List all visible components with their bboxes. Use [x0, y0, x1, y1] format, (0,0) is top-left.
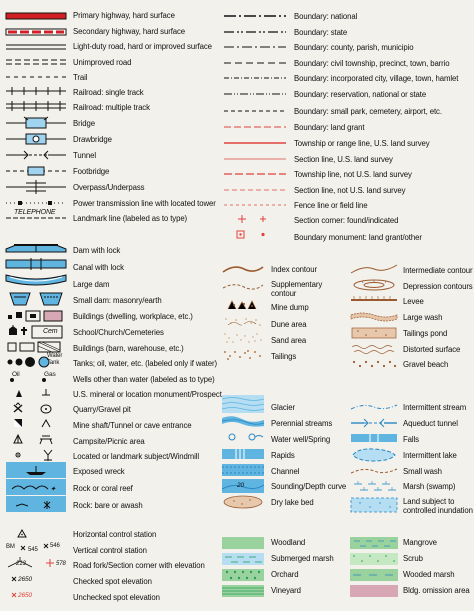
township-line-nonus-symbol: [224, 171, 286, 177]
vegetation-right-label-2: Wooded marsh: [403, 570, 455, 579]
control-label-0: Horizontal control station: [73, 530, 157, 539]
water-label-6: Dry lake bed: [271, 498, 314, 507]
aqueduct-tunnel-symbol: [350, 417, 398, 429]
intermediate-contour-symbol: [350, 263, 398, 275]
water-right-label-0: Intermittent stream: [403, 403, 467, 412]
boundary-label-3: Boundary: civil township, precinct, town, barrio: [294, 59, 450, 68]
water-right-label-4: Small wash: [403, 467, 442, 476]
bare-rock-symbol: [6, 496, 66, 512]
structure-label-6: Buildings (barn, warehouse, etc.): [73, 344, 184, 353]
structure-label-11: Mine shaft/Tunnel or cave entrance: [73, 421, 192, 430]
boundary-label-11: Section line, not U.S. land survey: [294, 186, 406, 195]
large-wash-symbol: [350, 311, 398, 323]
water-label-5: Sounding/Depth curve: [271, 482, 347, 491]
contour-label-0: Index contour: [271, 265, 317, 274]
boundary-label-5: Boundary: reservation, national or state: [294, 90, 427, 99]
horizontal-control-symbol: [6, 528, 66, 538]
index-contour-symbol: [222, 264, 264, 274]
road-label-13: Landmark line (labeled as to type): [73, 214, 188, 223]
boundary-state-symbol: [224, 29, 286, 35]
intermittent-stream-symbol: [350, 401, 398, 413]
light-duty-road-symbol: [6, 43, 66, 51]
structure-label-12: Campsite/Picnic area: [73, 437, 145, 446]
quarry-symbol: [6, 402, 66, 414]
boundary-label-2: Boundary: county, parish, municipio: [294, 43, 414, 52]
checked-elevation-symbol: [6, 574, 66, 584]
orchard-symbol: [222, 569, 264, 581]
vcs-value: 546: [50, 543, 60, 549]
boundary-monument-symbol: [224, 230, 286, 240]
road-label-5: Railroad: single track: [73, 88, 144, 97]
contour-right-label-2: Levee: [403, 297, 424, 306]
sounding-value: 20: [237, 482, 245, 489]
bm-text: BM: [6, 544, 15, 550]
structure-label-10: Quarry/Gravel pit: [73, 405, 131, 414]
boundary-label-8: Township or range line, U.S. land survey: [294, 139, 430, 148]
boundary-label-14: Boundary monument: land grant/other: [294, 233, 422, 242]
gravel-beach-symbol: [350, 358, 398, 370]
unimproved-road-symbol: [6, 58, 66, 66]
contour-label-1: Supplementary contour: [271, 280, 323, 298]
vegetation-right-label-3: Bldg. omission area: [403, 586, 470, 595]
bldg-omission-symbol: [350, 585, 398, 597]
small-wash-symbol: [350, 465, 398, 477]
monument-symbol: [6, 387, 66, 399]
control-label-1: Vertical control station: [73, 546, 147, 555]
cem-text: Cem: [43, 328, 58, 335]
fence-line-symbol: [224, 202, 286, 208]
structure-label-5: School/Church/Cemeteries: [73, 328, 164, 337]
railroad-single-symbol: [6, 86, 66, 96]
wooded-marsh-symbol: [350, 569, 398, 581]
trail-symbol: [6, 73, 66, 81]
structure-label-16: Rock: bare or awash: [73, 501, 143, 510]
power-line-symbol: [6, 199, 66, 207]
controlled-inundation-symbol: [350, 497, 398, 513]
boundary-label-12: Fence line or field line: [294, 201, 368, 210]
water-label-4: Channel: [271, 467, 300, 476]
water-label-0: Glacier: [271, 403, 295, 412]
water-label-3: Rapids: [271, 451, 295, 460]
road-label-0: Primary highway, hard surface: [73, 11, 175, 20]
unchecked-elevation-symbol: [6, 590, 66, 600]
sand-area-symbol: [222, 332, 264, 344]
woodland-symbol: [222, 537, 264, 549]
telephone-text: TELEPHONE: [14, 209, 56, 216]
small-dam-symbol: [6, 291, 66, 307]
structure-label-4: Buildings (dwelling, workplace, etc.): [73, 312, 193, 321]
mine-dump-symbol: [222, 299, 264, 311]
boundary-label-1: Boundary: state: [294, 28, 348, 37]
boundary-label-10: Township line, not U.S. land survey: [294, 170, 412, 179]
township-line-symbol: [224, 140, 286, 146]
water-right-label-6: Land subject to controlled inundation: [403, 497, 473, 515]
contour-right-label-1: Depression contours: [403, 282, 473, 291]
campsite-symbol: [6, 433, 66, 445]
boundary-national-symbol: [224, 13, 286, 19]
structure-label-13: Located or landmark subject/Windmill: [73, 452, 199, 461]
contour-right-label-0: Intermediate contour: [403, 266, 473, 275]
road-label-3: Unimproved road: [73, 58, 132, 67]
depression-contours-symbol: [350, 278, 398, 292]
control-label-4: Unchecked spot elevation: [73, 593, 160, 602]
road-label-4: Trail: [73, 73, 88, 82]
section-line-symbol: [224, 156, 286, 162]
section-line-nonus-symbol: [224, 187, 286, 193]
water-well-symbol: [222, 431, 264, 443]
water-right-label-5: Marsh (swamp): [403, 482, 456, 491]
primary-highway-symbol: [6, 12, 66, 20]
canal-lock-symbol: [6, 258, 66, 270]
perennial-streams-symbol: [222, 414, 264, 428]
scrub-symbol: [350, 553, 398, 565]
contour-right-label-6: Gravel beach: [403, 360, 449, 369]
dune-area-symbol: [222, 316, 264, 328]
road-label-9: Tunnel: [73, 151, 96, 160]
tailings-symbol: [222, 349, 264, 361]
boundary-label-9: Section line, U.S. land survey: [294, 155, 393, 164]
boundary-township-symbol: [224, 60, 286, 66]
road-label-6: Railroad: multiple track: [73, 103, 150, 112]
vegetation-right-label-0: Mangrove: [403, 538, 437, 547]
boundary-label-7: Boundary: land grant: [294, 123, 365, 132]
road-label-7: Bridge: [73, 119, 95, 128]
supplementary-contour-symbol: [222, 282, 264, 292]
vegetation-right-label-1: Scrub: [403, 554, 423, 563]
coral-reef-symbol: [6, 479, 66, 495]
contour-label-3: Dune area: [271, 320, 307, 329]
secondary-highway-symbol: [6, 28, 66, 36]
gas-text: Gas: [44, 371, 56, 378]
boundary-label-13: Section corner: found/indicated: [294, 216, 399, 225]
footbridge-symbol: [6, 165, 66, 177]
water-tank-text: Water Tank: [47, 353, 63, 366]
structure-label-0: Dam with lock: [73, 246, 121, 255]
dry-lake-symbol: [222, 495, 264, 509]
vineyard-symbol: [222, 585, 264, 597]
landmark-subject-symbol: [6, 448, 66, 462]
structure-label-2: Large dam: [73, 280, 110, 289]
vegetation-left-label-2: Orchard: [271, 570, 299, 579]
railroad-multiple-symbol: [6, 101, 66, 111]
vegetation-left-label-1: Submerged marsh: [271, 554, 334, 563]
water-label-1: Perennial streams: [271, 419, 333, 428]
contour-label-2: Mine dump: [271, 303, 309, 312]
bridge-symbol: [6, 117, 66, 129]
boundary-label-6: Boundary: small park, cemetery, airport, etc.: [294, 107, 442, 116]
dam-lock-symbol: [6, 241, 66, 253]
buildings-dwelling-symbol: [6, 309, 66, 323]
structure-label-15: Rock or coral reef: [73, 484, 133, 493]
control-label-2: Road fork/Section corner with elevation: [73, 561, 205, 570]
water-right-label-2: Falls: [403, 435, 419, 444]
boundary-land-grant-symbol: [224, 124, 286, 130]
control-label-3: Checked spot elevation: [73, 577, 152, 586]
contour-right-label-3: Large wash: [403, 313, 443, 322]
mangrove-symbol: [350, 537, 398, 549]
vegetation-left-label-3: Vineyard: [271, 586, 301, 595]
structure-label-3: Small dam: masonry/earth: [73, 296, 162, 305]
channel-symbol: [222, 463, 264, 477]
boundary-reservation-symbol: [224, 91, 286, 97]
mine-shaft-symbol: [6, 417, 66, 429]
vegetation-left-label-0: Woodland: [271, 538, 306, 547]
contour-label-4: Sand area: [271, 336, 307, 345]
water-right-label-3: Intermittent lake: [403, 451, 457, 460]
unchecked-value: 2650: [18, 592, 33, 599]
marsh-symbol: [350, 480, 398, 494]
oil-text: Oil: [12, 371, 20, 378]
tailings-pond-symbol: [350, 327, 398, 339]
svg-text:✦: ✦: [50, 486, 56, 493]
tunnel-symbol: [6, 150, 66, 160]
road-label-12: Power transmission line with located tower: [73, 199, 216, 208]
boundary-park-symbol: [224, 108, 286, 114]
structure-label-7: Tanks; oil, water, etc. (labeled only if water): [73, 359, 217, 368]
structure-label-14: Exposed wreck: [73, 467, 125, 476]
intermittent-lake-symbol: [350, 447, 398, 463]
road-label-11: Overpass/Underpass: [73, 183, 145, 192]
road-label-10: Footbridge: [73, 167, 110, 176]
boundary-county-symbol: [224, 44, 286, 50]
road-label-1: Secondary highway, hard surface: [73, 27, 186, 36]
glacier-symbol: [222, 395, 264, 413]
structure-label-1: Canal with lock: [73, 263, 124, 272]
boundary-label-4: Boundary: incorporated city, village, town, hamlet: [294, 74, 459, 83]
fork-value: 213: [16, 561, 26, 567]
large-dam-symbol: [6, 273, 66, 289]
levee-symbol: [350, 296, 398, 304]
corner-value: 578: [56, 561, 66, 567]
bm-value: 545: [28, 547, 38, 553]
rapids-symbol: [222, 447, 264, 461]
structure-label-8: Wells other than water (labeled as to type): [73, 375, 215, 384]
road-label-8: Drawbridge: [73, 135, 112, 144]
structure-label-9: U.S. mineral or location monument/Prospect: [73, 390, 222, 399]
buildings-barn-symbol: [6, 341, 66, 353]
contour-right-label-5: Distorted surface: [403, 345, 461, 354]
contour-label-5: Tailings: [271, 352, 297, 361]
checked-value: 2650: [18, 576, 33, 583]
boundary-city-symbol: [224, 75, 286, 81]
distorted-surface-symbol: [350, 343, 398, 355]
submerged-marsh-symbol: [222, 553, 264, 565]
road-label-2: Light-duty road, hard or improved surface: [73, 42, 212, 51]
section-corner-symbol: [224, 213, 286, 225]
water-right-label-1: Aqueduct tunnel: [403, 419, 458, 428]
boundary-label-0: Boundary: national: [294, 12, 358, 21]
overpass-symbol: [6, 180, 66, 194]
exposed-wreck-symbol: [6, 462, 66, 478]
water-label-2: Water well/Spring: [271, 435, 331, 444]
falls-symbol: [350, 431, 398, 445]
drawbridge-symbol: [6, 133, 66, 145]
contour-right-label-4: Tailings pond: [403, 329, 448, 338]
